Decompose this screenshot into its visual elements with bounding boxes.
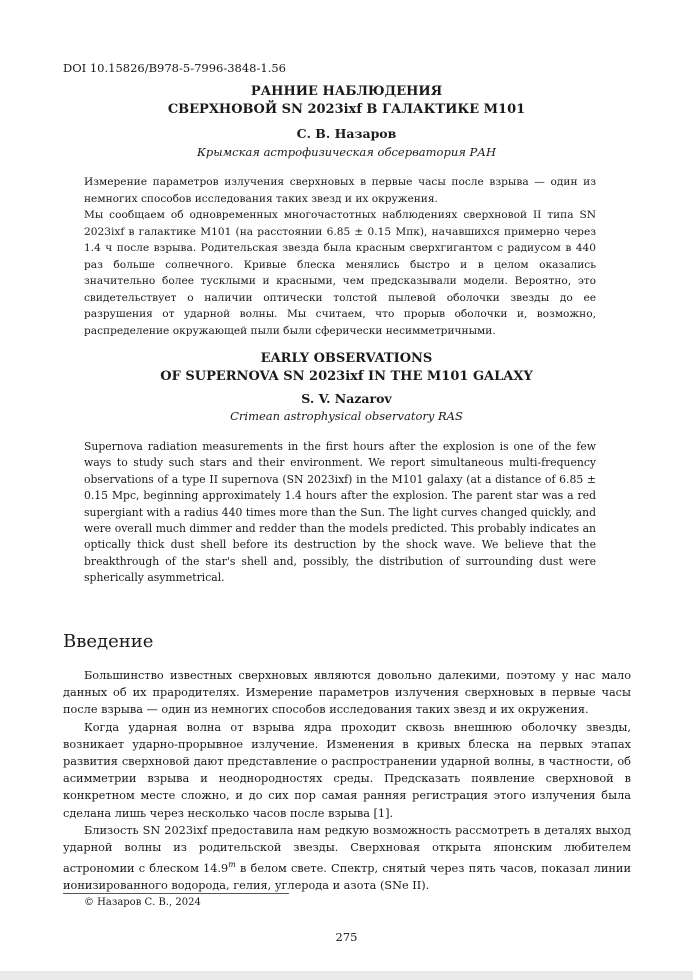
affiliation-ru: Крымская астрофизическая обсерватория РАН <box>196 145 496 159</box>
author-en: S. V. Nazarov <box>301 391 392 406</box>
paragraph-3-text-start: Близость SN 2023ixf предоставила нам редкую возможность рассмотреть в деталях выход ударной волны из родительской звезды. Сверхновая открыта японским любителем астрономии с блеском 14.9 <box>63 823 631 875</box>
title-en-line2: OF SUPERNOVA SN 2023ixf IN THE M101 GALAXY <box>160 369 533 384</box>
introduction-body <box>63 667 631 894</box>
abstract-ru <box>84 174 596 339</box>
introduction-paragraph-1: Большинство известных сверхновых являются довольно далекими, поэтому у нас мало данных об их прародителях. Измерение параметров излучения сверхновых в первые часы после взрыва — один из немногих способов исследования таких звезд и их окружения. <box>63 669 631 717</box>
viewer-bottom-band <box>0 971 693 980</box>
magnitude-superscript: m <box>228 860 236 870</box>
title-ru-line1: РАННИЕ НАБЛЮДЕНИЯ <box>250 84 443 99</box>
title-ru <box>0 83 693 119</box>
paragraph-3-text-end: в белом свете. Спектр, снятый через пять часов, показал линии ионизированного водорода, гелия, углерода и азота (SNe II). <box>63 862 631 893</box>
title-en-line1: EARLY OBSERVATIONS <box>260 351 433 366</box>
page-number: 275 <box>335 930 358 944</box>
abstract-ru-paragraph-1: Измерение параметров излучения сверхновых в первые часы после взрыва — один из немногих способов исследования таких звезд и их окружения. <box>84 176 596 205</box>
copyright-footnote: © Назаров С. В., 2024 <box>84 897 201 908</box>
abstract-ru-paragraph-2: Мы сообщаем об одновременных многочастотных наблюдениях сверхновой II типа SN 2023ixf в галактике M101 (на расстоянии 6.85 ± 0.15 Мпк), начавшихся примерно через 1.4 ч после взрыва. Родительская звезда была красным сверхгигантом с радиусом в 440 раз больше солнечного. Кривые блеска менялись быстро и в целом оказались значительно более тусклыми и красными, чем предсказывали модели. Вероятно, это свидетельствует о наличии оптически толстой пылевой оболочки звезды до ее разрушения от ударной волны. Мы считаем, что прорыв оболочки и, возможно, распределение окружающей пыли были сферически несимметричными. <box>84 209 596 337</box>
title-en <box>0 350 693 386</box>
footnote-divider <box>63 893 289 894</box>
author-ru: С. В. Назаров <box>296 126 397 141</box>
introduction-paragraph-2: Когда ударная волна от взрыва ядра проходит сквозь внешнюю оболочку звезды, возникает ударно-прорывное излучение. Изменения в кривых блеска на первых этапах развития сверхновой дают представление о распространении ударной волны, в частности, об асимметрии взрыва и неоднородностях среды. Предсказать появление сверхновой в конкретном месте сложно, и до сих пор самая ранняя регистрация этого излучения была сделана лишь через несколько часов после взрыва [1]. <box>63 720 631 820</box>
doi-line: DOI 10.15826/B978-5-7996-3848-1.56 <box>63 61 286 75</box>
affiliation-en: Crimean astrophysical observatory RAS <box>230 409 463 423</box>
section-heading-introduction: Введение <box>63 631 154 652</box>
title-ru-line2: СВЕРХНОВОЙ SN 2023ixf В ГАЛАКТИКЕ M101 <box>167 102 526 117</box>
introduction-paragraph-3 <box>63 822 631 895</box>
abstract-en-paragraph: Supernova radiation measurements in the first hours after the explosion is one of the few ways to study such stars and their environment. We report simultaneous multi-frequency observations of a type II supernova (SN 2023ixf) in the M101 galaxy (at a distance of 6.85 ± 0.15 Mpc, beginning approximately 1.4 hours after the explosion. The parent star was a red supergiant with a radius 440 times more than the Sun. The light curves changed quickly, and were overall much dimmer and redder than the models predicted. This probably indicates an optically thick dust shell before its destruction by the shock wave. We believe that the breakthrough of the star's shell and, possibly, the distribution of surrounding dust were spherically asymmetrical. <box>84 440 596 585</box>
abstract-en <box>84 439 596 587</box>
